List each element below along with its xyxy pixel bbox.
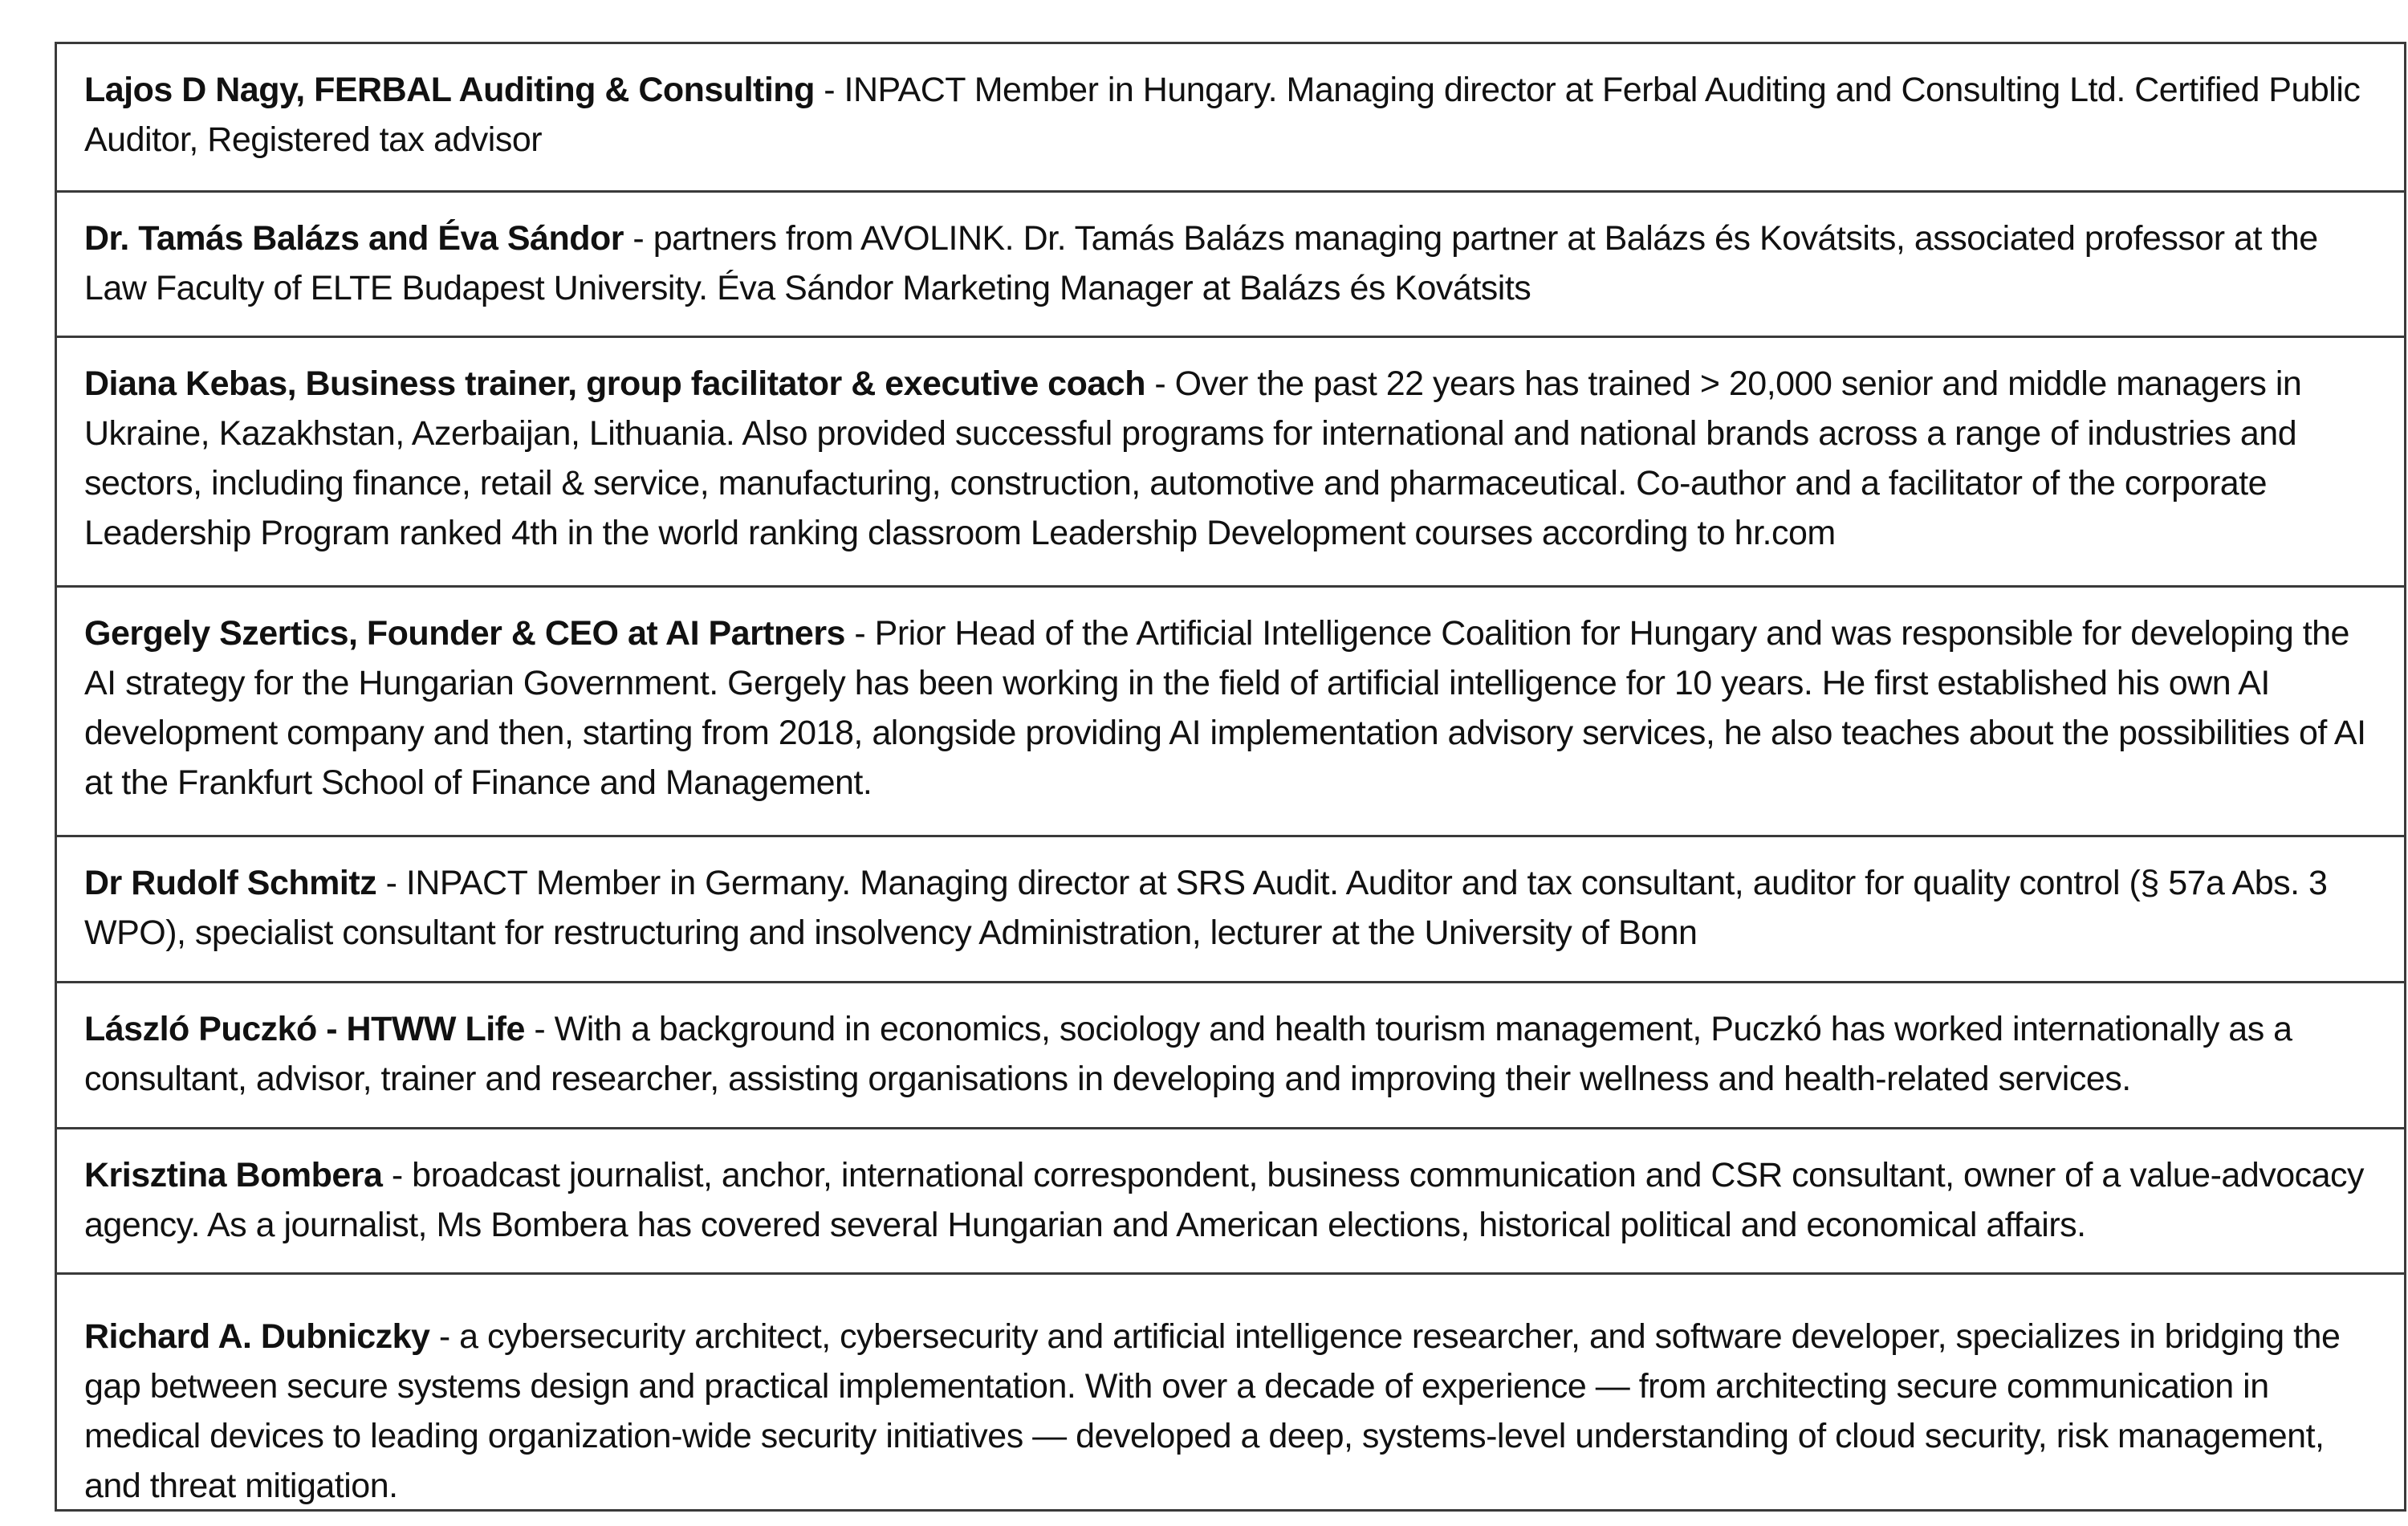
speaker-description: - partners from AVOLINK. Dr. Tamás Balázs managing partner at Balázs és Kovátsits, associated professor at the Law Faculty of ELTE Budapest University. Éva Sándor Marketing Manager at Balázs és Kovátsits (84, 219, 2318, 307)
speaker-name: Krisztina Bombera (84, 1156, 383, 1194)
speaker-name: Gergely Szertics, Founder & CEO at AI Partners (84, 614, 845, 653)
speaker-row-rudolf-schmitz (57, 835, 2404, 981)
speaker-description: - broadcast journalist, anchor, international correspondent, business communication and CSR consultant, owner of a value-advocacy agency. As a journalist, Ms Bombera has covered several Hungarian and American elections, historical political and economical affairs. (84, 1156, 2365, 1244)
speaker-name: Lajos D Nagy, FERBAL Auditing & Consulting (84, 71, 815, 109)
speaker-description: - INPACT Member in Hungary. Managing director at Ferbal Auditing and Consulting Ltd. Certified Public Auditor, Registered tax advisor (84, 71, 2361, 159)
speaker-name: László Puczkó - HTWW Life (84, 1010, 525, 1048)
speaker-row-laszlo-puczko (57, 981, 2404, 1127)
speaker-description: - a cybersecurity architect, cybersecurity and artificial intelligence researcher, and software developer, specializes in bridging the gap between secure systems design and practical implementation. With over a decade of experience — from architecting secure communication in medical devices to leading organization-wide security initiatives — developed a deep, systems-level understanding of cloud security, risk management, and threat mitigation. (84, 1317, 2341, 1505)
speaker-row-gergely-szertics (57, 585, 2404, 835)
speaker-row-diana-kebas (57, 336, 2404, 585)
speaker-row-krisztina-bombera (57, 1127, 2404, 1272)
speaker-table (55, 42, 2406, 1512)
speaker-description: - INPACT Member in Germany. Managing director at SRS Audit. Auditor and tax consultant, auditor for quality control (§ 57a Abs. 3 WPO), specialist consultant for restructuring and insolvency Administration, lecturer at the University of Bonn (84, 864, 2328, 952)
speaker-name: Richard A. Dubniczky (84, 1317, 430, 1356)
speaker-row-lajos-nagy (57, 44, 2404, 190)
speaker-name: Dr Rudolf Schmitz (84, 864, 377, 902)
speaker-row-tamas-balazs-eva-sandor (57, 190, 2404, 336)
speaker-row-richard-dubniczky (57, 1272, 2404, 1509)
speaker-description: - With a background in economics, sociology and health tourism management, Puczkó has worked internationally as a consultant, advisor, trainer and researcher, assisting organisations in developing and improving their wellness and health-related services. (84, 1010, 2292, 1098)
speaker-name: Dr. Tamás Balázs and Éva Sándor (84, 219, 624, 258)
speaker-description: - Over the past 22 years has trained > 20,000 senior and middle managers in Ukraine, Kazakhstan, Azerbaijan, Lithuania. Also provided successful programs for international and national brands across a range of industries and sectors, including finance, retail & service, manufacturing, construction, automotive and pharmaceutical. Co-author and a facilitator of the corporate Leadership Program ranked 4th in the world ranking classroom Leadership Development courses according to hr.com (84, 364, 2302, 552)
speaker-description: - Prior Head of the Artificial Intelligence Coalition for Hungary and was responsible for developing the AI strategy for the Hungarian Government. Gergely has been working in the field of artificial intelligence for 10 years. He first established his own AI development company and then, starting from 2018, alongside providing AI implementation advisory services, he also teaches about the possibilities of AI at the Frankfurt School of Finance and Management. (84, 614, 2366, 802)
speaker-name: Diana Kebas, Business trainer, group facilitator & executive coach (84, 364, 1145, 403)
